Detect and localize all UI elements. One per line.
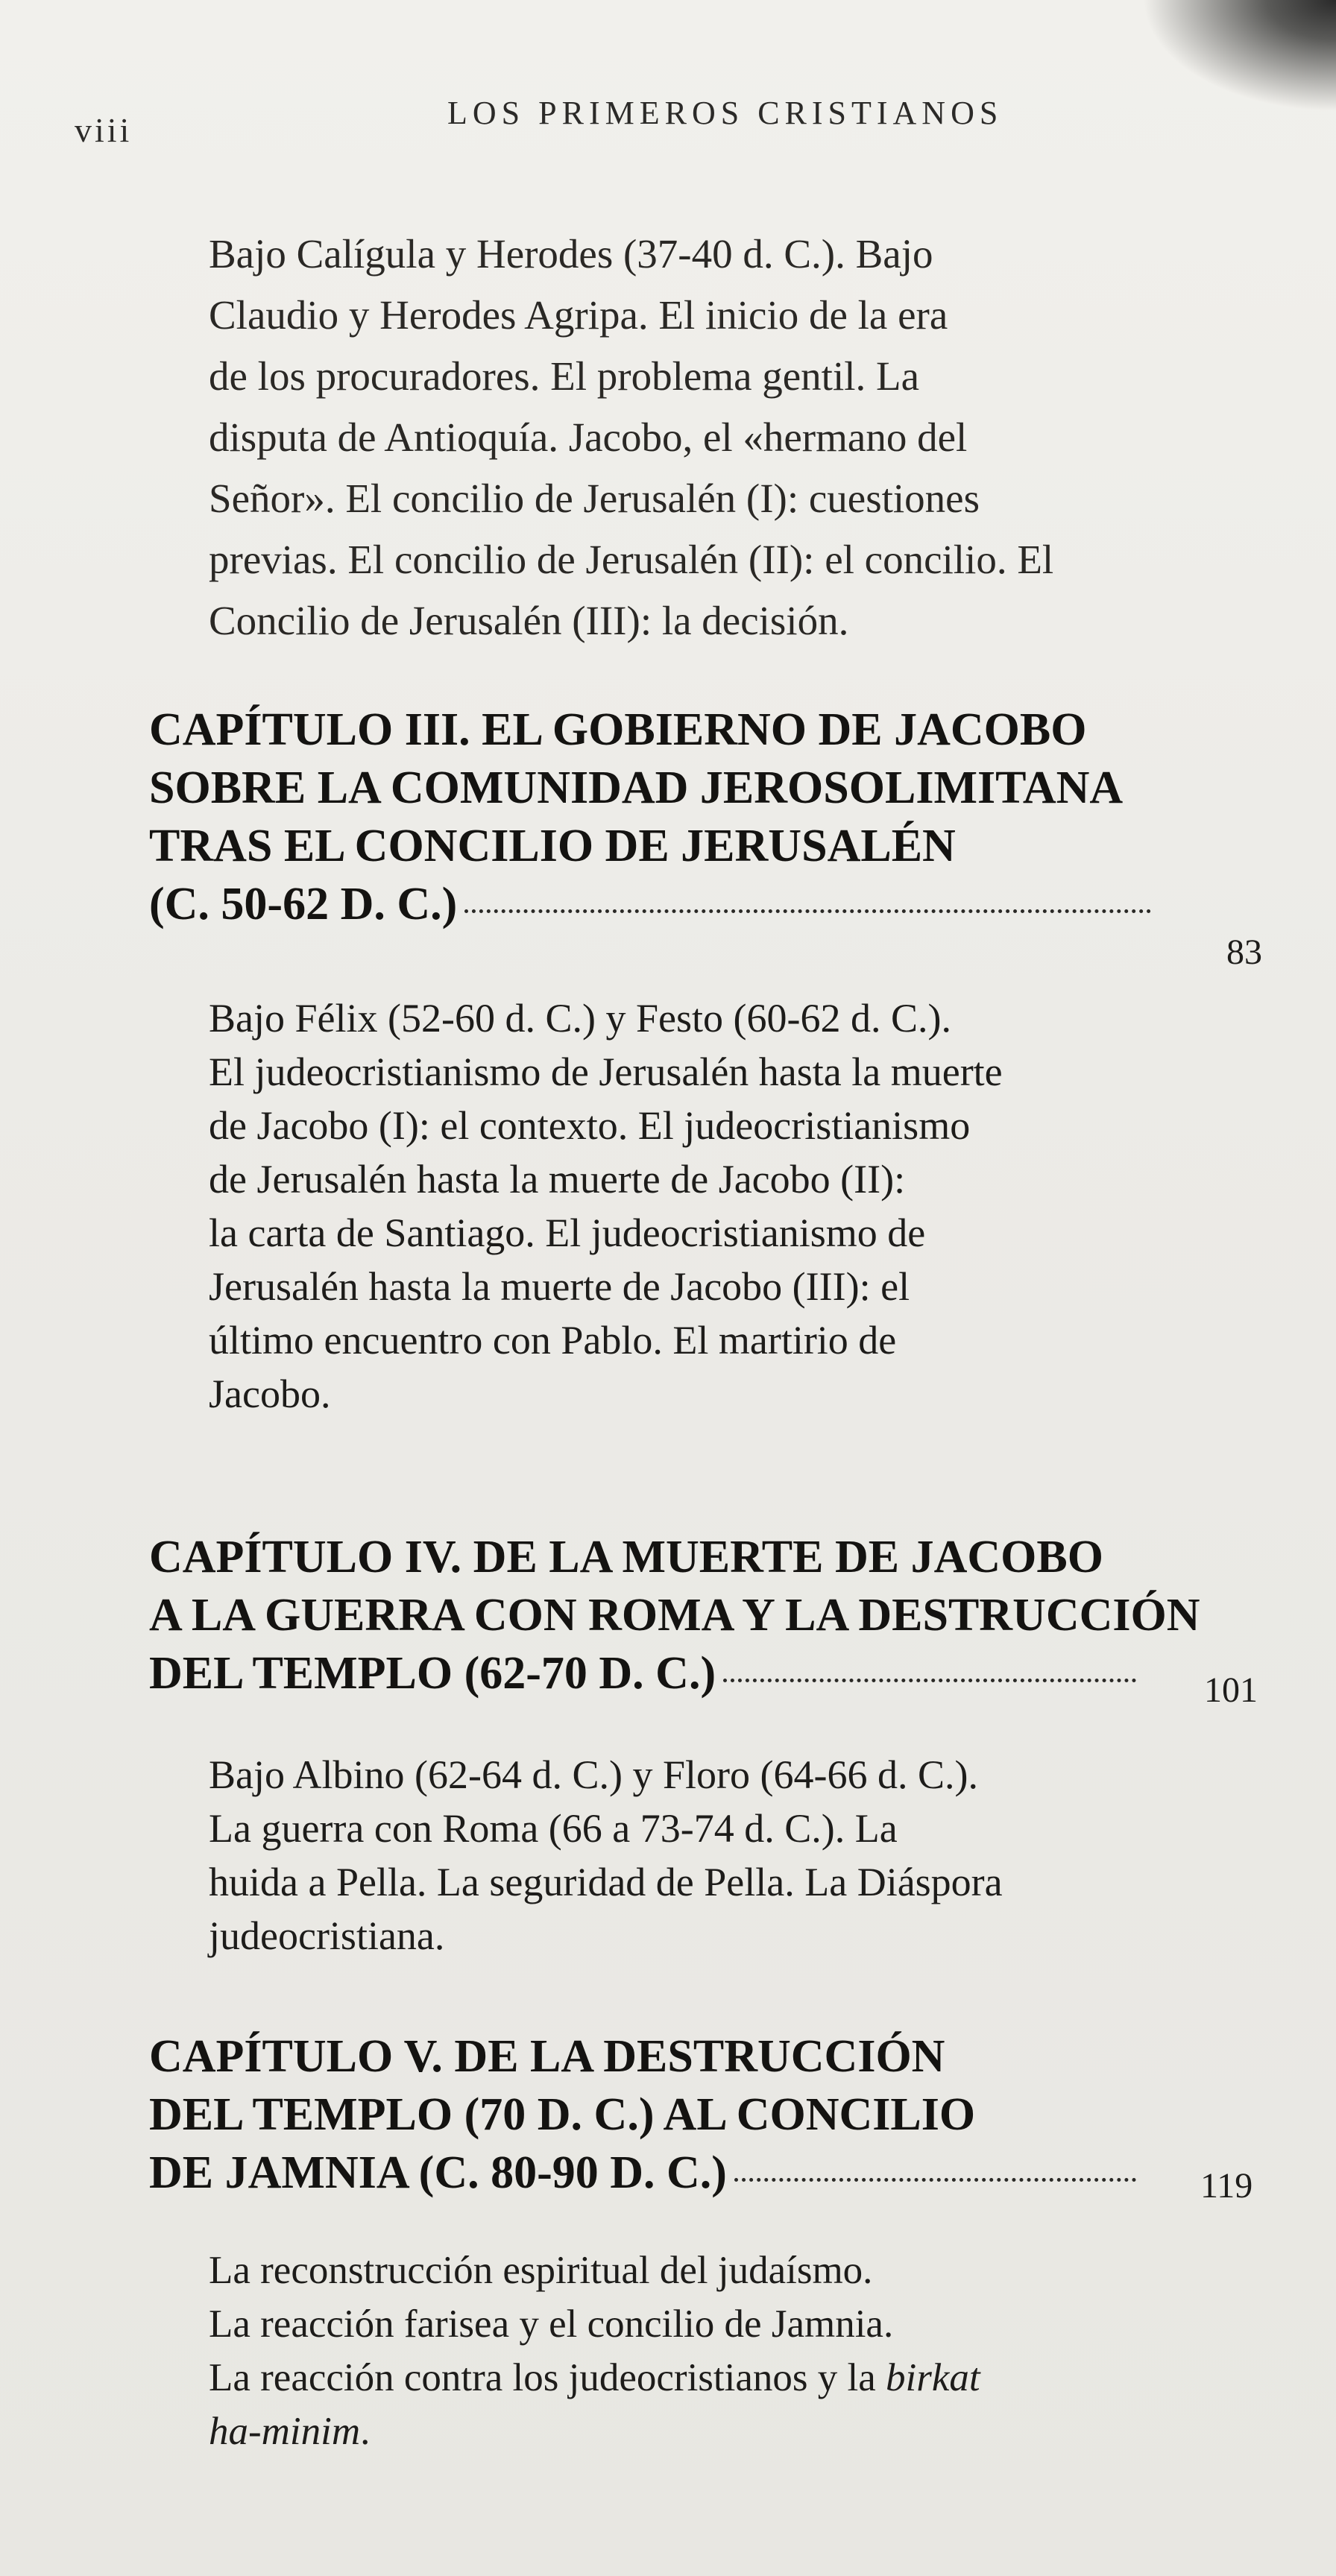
chapter4-title-line: A LA GUERRA CON ROMA Y LA DESTRUCCIÓN: [149, 1590, 1200, 1641]
chapter3-title-dates: (C. 50-62 D. C.): [149, 879, 458, 929]
chapter3-page-number: 83: [1226, 932, 1262, 972]
chapter2-desc-line: de los procuradores. El problema gentil. La: [209, 353, 920, 399]
chapter2-desc-line: Bajo Calígula y Herodes (37-40 d. C.). Bajo: [209, 231, 933, 277]
chapter4-title-dates: DEL TEMPLO (62-70 D. C.): [149, 1648, 716, 1699]
chapter5-desc-line: La reconstrucción espiritual del judaísmo.: [209, 2249, 873, 2292]
chapter3-desc-line: la carta de Santiago. El judeocristianismo de: [209, 1210, 926, 1255]
chapter5-desc-line: La reacción farisea y el concilio de Jamnia.: [209, 2302, 894, 2346]
chapter5-title-dates: DE JAMNIA (C. 80-90 D. C.): [149, 2147, 727, 2198]
chapter5-heading: [149, 2027, 1141, 2202]
chapter2-desc-line: Concilio de Jerusalén (III): la decisión.: [209, 598, 849, 643]
chapter4-title-line: CAPÍTULO IV. DE LA MUERTE DE JACOBO: [149, 1532, 1103, 1582]
chapter3-title-last-line: [149, 875, 1156, 933]
dot-leader: [464, 909, 1151, 913]
chapter5-desc-italic: ha-minim: [209, 2410, 361, 2453]
chapter2-description: [209, 224, 1126, 651]
chapter3-desc-line: último encuentro con Pablo. El martirio de: [209, 1318, 897, 1363]
chapter3-desc-line: de Jacobo (I): el contexto. El judeocristianismo: [209, 1103, 971, 1148]
chapter4-desc-line: judeocristiana.: [209, 1913, 445, 1958]
chapter3-desc-line: de Jerusalén hasta la muerte de Jacobo (II):: [209, 1157, 906, 1202]
chapter4-title-last-line: [149, 1644, 1141, 1702]
chapter5-title-line: CAPÍTULO V. DE LA DESTRUCCIÓN: [149, 2031, 945, 2082]
chapter3-desc-line: Bajo Félix (52-60 d. C.) y Festo (60-62 d. C.).: [209, 996, 951, 1041]
chapter2-desc-line: previas. El concilio de Jerusalén (II): el concilio. El: [209, 537, 1054, 582]
chapter3-title-line: SOBRE LA COMUNIDAD JEROSOLIMITANA: [149, 763, 1124, 813]
chapter2-desc-line: Claudio y Herodes Agripa. El inicio de la era: [209, 292, 948, 338]
chapter2-desc-line: Señor». El concilio de Jerusalén (I): cuestiones: [209, 476, 980, 521]
chapter4-desc-line: huida a Pella. La seguridad de Pella. La Diáspora: [209, 1860, 1003, 1904]
chapter5-desc-italic: birkat: [886, 2356, 980, 2399]
chapter2-desc-line: disputa de Antioquía. Jacobo, el «hermano del: [209, 414, 968, 460]
chapter5-title-last-line: [149, 2144, 1141, 2202]
dot-leader: [723, 1679, 1136, 1682]
chapter4-description: [209, 1748, 1126, 1963]
chapter5-page-number: 119: [1200, 2166, 1253, 2206]
chapter5-desc-line: [209, 2351, 1126, 2405]
chapter3-heading: [149, 701, 1156, 933]
chapter5-desc-line: [209, 2405, 1126, 2458]
dot-leader: [734, 2178, 1136, 2182]
chapter5-desc-text: .: [360, 2410, 371, 2453]
chapter4-page-number: 101: [1204, 1670, 1258, 1710]
chapter3-desc-line: Jerusalén hasta la muerte de Jacobo (III): el: [209, 1264, 910, 1309]
chapter3-desc-line: Jacobo.: [209, 1371, 331, 1416]
page-corner-shadow: [1142, 0, 1336, 112]
chapter5-description: [209, 2244, 1126, 2458]
chapter4-desc-line: Bajo Albino (62-64 d. C.) y Floro (64-66 d. C.).: [209, 1752, 978, 1797]
chapter4-desc-line: La guerra con Roma (66 a 73-74 d. C.). La: [209, 1806, 898, 1851]
page-folio: viii: [75, 111, 133, 149]
running-head-title: LOS PRIMEROS CRISTIANOS: [447, 95, 1003, 131]
chapter4-heading: [149, 1528, 1200, 1702]
chapter3-title-line: TRAS EL CONCILIO DE JERUSALÉN: [149, 821, 956, 871]
chapter3-description: [209, 991, 1126, 1421]
chapter3-desc-line: El judeocristianismo de Jerusalén hasta la muerte: [209, 1049, 1003, 1094]
chapter3-title-line: CAPÍTULO III. EL GOBIERNO DE JACOBO: [149, 704, 1087, 755]
chapter5-title-line: DEL TEMPLO (70 D. C.) AL CONCILIO: [149, 2089, 976, 2140]
chapter5-desc-text: La reacción contra los judeocristianos y la: [209, 2356, 886, 2399]
